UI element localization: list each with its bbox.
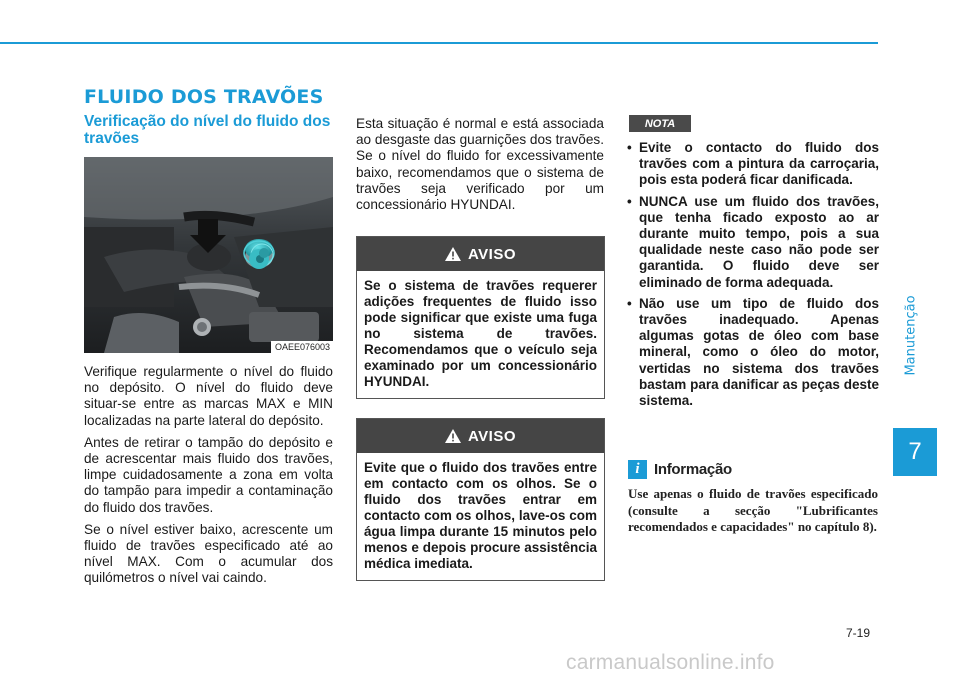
warning-title: AVISO — [467, 245, 517, 263]
warning-box — [356, 418, 605, 581]
paragraph: Verifique regularmente o nível do fluido no depósito. O nível do fluido deve situar-se entre as marcas MAX e MIN localizadas na parte lateral do depósito. — [84, 364, 333, 428]
paragraph: Esta situação é normal e está associada ao desgaste das guarnições dos travões. Se o nível do fluido for excessivamente baixo, recomendamos que o sistema de travões seja verificado por um concessionário HYUNDAI. — [356, 116, 604, 213]
warning-header — [357, 237, 604, 271]
warning-triangle-icon — [445, 247, 461, 261]
section-title: FLUIDO DOS TRAVÕES — [84, 86, 324, 108]
paragraph: Se o nível estiver baixo, acrescente um fluido de travões especificado até ao nível MAX. Com o acumular dos quilómetros o nível vai caindo. — [84, 521, 333, 586]
list-item: • NUNCA use um fluido dos travões, que tenha ficado exposto ao ar durante muito tempo, pois a sua qualidade neste caso não pode ser garantida. O fluido deve ser eliminado de forma adequada. — [627, 193, 879, 290]
column-1 — [84, 364, 333, 593]
page-number: 7-19 — [846, 626, 871, 640]
list-item: • Evite o contacto do fluido dos travões com a pintura da carroçaria, pois esta poderá ficar danificada. — [627, 140, 879, 188]
watermark: carmanualsonline.info — [566, 651, 775, 674]
warning-triangle-icon — [445, 429, 461, 443]
info-icon: i — [628, 460, 647, 479]
chapter-name: Manutenção — [903, 294, 919, 376]
info-title: Informação — [654, 461, 732, 478]
nota-badge: NOTA — [629, 115, 691, 132]
side-label — [896, 250, 926, 420]
warning-box — [356, 236, 605, 399]
warning-text: Evite que o fluido dos travões entre em contacto com os olhos. Se o fluido dos travões entrar em contacto com os olhos, lave-os com água limpa durante 15 minutos pelo menos e depois procure assistência médica imediata. — [364, 460, 597, 571]
info-text: Use apenas o fluido de travões especificado (consulte a secção "Lubrificantes recomendados e capacidades" no capítulo 8). — [628, 486, 878, 534]
engine-bay-photo — [84, 157, 333, 353]
header-rule — [0, 42, 878, 44]
info-header — [628, 460, 732, 479]
paragraph: Antes de retirar o tampão do depósito e de acrescentar mais fluido dos travões, limpe cuidadosamente a zona em volta do tampão para impedir a contaminação do fluido dos travões. — [84, 434, 333, 515]
warning-text: Se o sistema de travões requerer adições frequentes de fluido isso pode significar que existe uma fuga no sistema de travões. Recomendamos que o veículo seja examinado por um concessionário HYUNDAI. — [364, 278, 597, 389]
warning-header — [357, 419, 604, 453]
chapter-tab: 7 — [893, 428, 937, 476]
list-item-text: Evite o contacto do fluido dos travões com a pintura da carroçaria, pois esta poderá ficar danificada. — [639, 140, 879, 188]
engine-bay-illustration — [84, 157, 333, 353]
warning-title: AVISO — [467, 427, 517, 445]
list-item-text: Não use um tipo de fluido dos travões inadequado. Apenas algumas gotas de óleo com base mineral, como o óleo do motor, vertidas no sistema dos travões bastam para danificar as peças deste sistema. — [639, 295, 879, 409]
figure-code: OAEE076003 — [271, 341, 333, 353]
list-item: • Não use um tipo de fluido dos travões inadequado. Apenas algumas gotas de óleo com base mineral, como o óleo do motor, vertidas no sistema dos travões bastam para danificar as peças deste sistema. — [627, 295, 879, 409]
subsection-title: Verificação do nível do fluido dos travões — [84, 113, 331, 147]
column-2-text — [356, 116, 604, 219]
note-bullet-list — [627, 140, 879, 414]
list-item-text: NUNCA use um fluido dos travões, que tenha ficado exposto ao ar durante muito tempo, pois a sua qualidade neste caso não pode ser garantida. O fluido deve ser eliminado de forma adequada. — [639, 193, 879, 290]
